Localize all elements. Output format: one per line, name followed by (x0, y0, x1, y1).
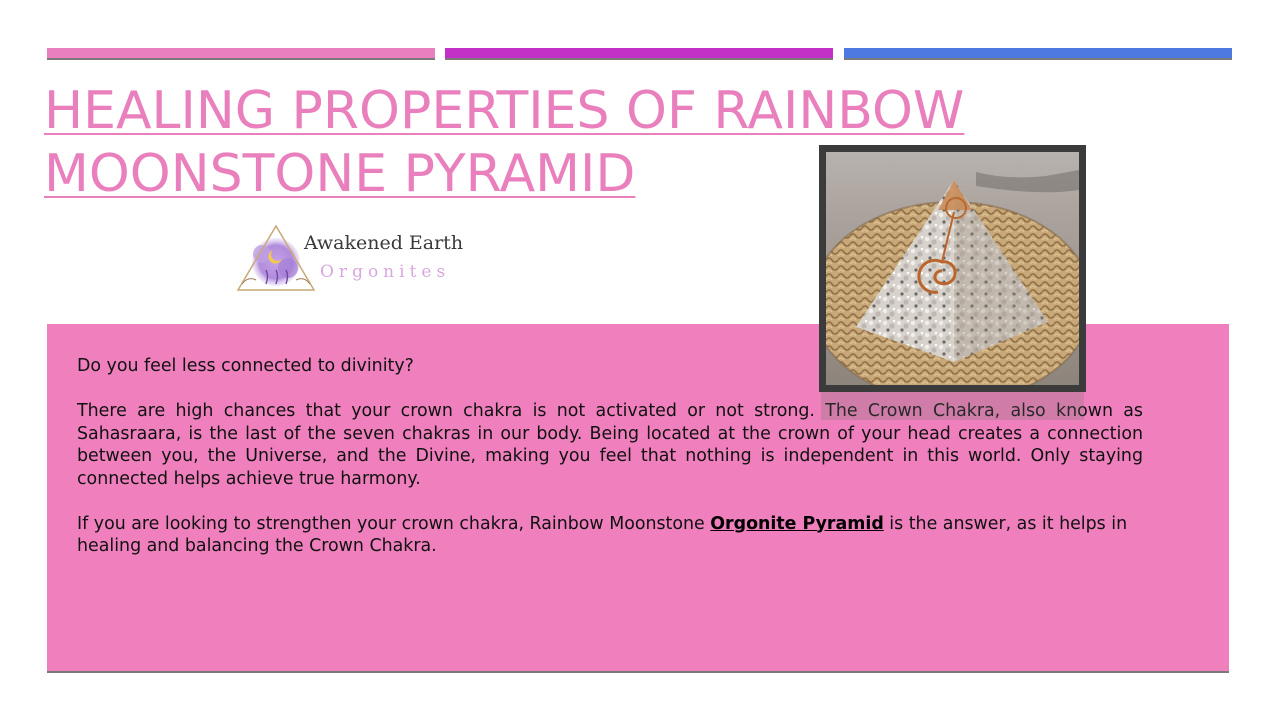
crown-chakra-paragraph: There are high chances that your crown chakra is not activated or not strong. The Crown Chakra, also known as Sahasraara, is the last of the seven chakras in our body. Being located at the crown of your head creates a connection between you, the Universe, and the Divine, making you feel that nothing is independent in this world. Only staying connected helps achieve true harmony. (77, 401, 1143, 489)
slide-title-line-1: HEALING PROPERTIES OF RAINBOW (44, 81, 965, 141)
slide-title-line-2: MOONSTONE PYRAMID (44, 144, 636, 204)
recommendation-paragraph (77, 513, 1143, 558)
orgonite-pyramid-link[interactable]: Orgonite Pyramid (710, 513, 884, 534)
accent-bar-purple (445, 48, 833, 58)
intro-question: Do you feel less connected to divinity? (77, 356, 414, 376)
accent-bar-pink (47, 48, 435, 58)
logo-subtitle: Orgonites (320, 262, 451, 282)
recommendation-text-end: is the answer, as it helps in healing and balancing the Crown Chakra. (77, 513, 1128, 556)
logo-wordmark: Awakened Earth (304, 232, 464, 254)
product-photo (819, 145, 1086, 392)
accent-bar-blue (844, 48, 1232, 58)
recommendation-text-start: If you are looking to strengthen your crown chakra, Rainbow Moonstone (77, 513, 711, 534)
pyramid-photo-image (826, 152, 1079, 385)
